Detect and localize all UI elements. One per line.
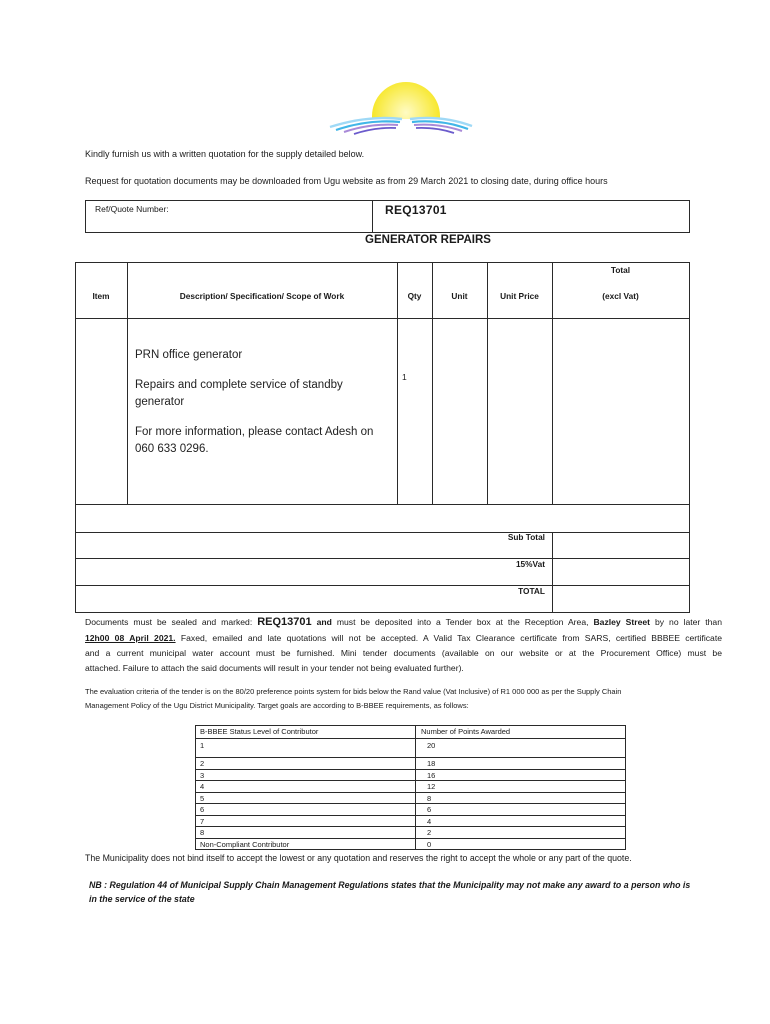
bbbee-points: 12 bbox=[427, 782, 436, 791]
reference-number: REQ13701 bbox=[385, 203, 447, 217]
bbbee-points: 2 bbox=[427, 828, 432, 837]
instructions-text-bold: and bbox=[311, 617, 332, 627]
bbbee-points: 16 bbox=[427, 771, 436, 780]
instructions-street: Bazley Street bbox=[593, 617, 651, 627]
bbbee-points: 6 bbox=[427, 805, 432, 814]
instructions-deadline: 12h00 08 April 2021. bbox=[85, 633, 176, 643]
bbbee-points: 20 bbox=[427, 741, 436, 750]
instructions-line-4: attached. Failure to attach the said documents will result in your tender not being evaluated further). bbox=[85, 663, 464, 673]
bbbee-level: 8 bbox=[200, 828, 205, 837]
header-unit: Unit bbox=[451, 291, 468, 301]
bbbee-row-divider bbox=[195, 838, 626, 839]
instructions-text: Faxed, emailed and late quotations will not be accepted. A Valid Tax Clearance certificate from SARS, certified BBBEE certificate bbox=[175, 633, 722, 643]
bbbee-row-divider bbox=[195, 803, 626, 804]
instructions-line-3: and a current municipal water account must be furnished. Mini tender documents (available on our website or at the Procurement Office) must be bbox=[85, 648, 722, 658]
bbbee-points: 4 bbox=[427, 817, 432, 826]
header-item: Item bbox=[92, 291, 110, 301]
sub-total-label: Sub Total bbox=[507, 532, 545, 542]
reference-label: Ref/Quote Number: bbox=[95, 204, 169, 214]
instructions-text: by no later than bbox=[650, 617, 722, 627]
header-unit-price: Unit Price bbox=[500, 291, 539, 301]
bbbee-row-divider bbox=[195, 769, 626, 770]
description-line: For more information, please contact Adesh on 060 633 0296. bbox=[135, 426, 374, 455]
bbbee-level: 1 bbox=[200, 741, 205, 750]
bbbee-table-outline bbox=[195, 725, 626, 850]
evaluation-line-1: The evaluation criteria of the tender is on the 80/20 preference points system for bids below the Rand value (Vat Inclusive) of R1 000 000 as per the Supply Chain bbox=[85, 687, 622, 696]
bbbee-row-divider bbox=[195, 826, 626, 827]
header-qty: Qty bbox=[407, 291, 422, 301]
item-qty: 1 bbox=[402, 372, 407, 382]
bbbee-level: 2 bbox=[200, 759, 205, 768]
instructions-line-2 bbox=[85, 632, 722, 644]
bbbee-row-divider bbox=[195, 738, 626, 739]
instructions-text: must be deposited into a Tender box at the Reception Area, bbox=[331, 617, 594, 627]
total-label: TOTAL bbox=[518, 586, 545, 596]
document-title: GENERATOR REPAIRS bbox=[365, 234, 491, 246]
bbbee-row-divider bbox=[195, 792, 626, 793]
reference-divider bbox=[372, 200, 373, 233]
description-line: Repairs and complete service of standby generator bbox=[135, 379, 343, 408]
bbbee-level: 4 bbox=[200, 782, 205, 791]
description-line: PRN office generator bbox=[135, 349, 243, 361]
bbbee-row-divider bbox=[195, 815, 626, 816]
bbbee-header-level: B-BBEE Status Level of Contributor bbox=[200, 727, 319, 736]
instructions-text: Documents must be sealed and marked: bbox=[85, 617, 258, 627]
bbbee-row-divider bbox=[195, 780, 626, 781]
bbbee-points: 0 bbox=[427, 840, 432, 849]
vat-label: 15%Vat bbox=[515, 559, 545, 569]
item-description bbox=[135, 347, 385, 471]
bbbee-level: 5 bbox=[200, 794, 205, 803]
instructions-line-1 bbox=[85, 616, 722, 628]
header-total-note: (excl Vat) bbox=[602, 291, 639, 301]
header-description: Description/ Specification/ Scope of Work bbox=[179, 291, 345, 301]
bbbee-level: 7 bbox=[200, 817, 205, 826]
instructions-reference: REQ13701 bbox=[257, 616, 312, 628]
intro-line-1: Kindly furnish us with a written quotation for the supply detailed below. bbox=[85, 149, 365, 159]
regulation-note-line-1: NB : Regulation 44 of Municipal Supply Chain Management Regulations states that the Municipality may not make any award to a person who is bbox=[89, 880, 691, 890]
evaluation-line-2: Management Policy of the Ugu District Municipality. Target goals are according to B-BBEE requirements, as follows: bbox=[85, 701, 469, 710]
bbbee-points: 18 bbox=[427, 759, 436, 768]
row-divider bbox=[75, 504, 690, 505]
bbbee-level: Non-Compliant Contributor bbox=[200, 840, 290, 849]
bbbee-level: 3 bbox=[200, 771, 205, 780]
bbbee-header-points: Number of Points Awarded bbox=[421, 727, 511, 736]
bbbee-column-divider bbox=[415, 725, 416, 850]
row-divider bbox=[75, 558, 690, 559]
logo-arc-right-4 bbox=[416, 128, 454, 133]
regulation-note-line-2: in the service of the state bbox=[89, 894, 195, 904]
bbbee-level: 6 bbox=[200, 805, 205, 814]
disclaimer: The Municipality does not bind itself to accept the lowest or any quotation and reserves the right to accept the whole or any part of the quote. bbox=[85, 853, 632, 863]
intro-line-2: Request for quotation documents may be downloaded from Ugu website as from 29 March 2021 to closing date, during office hours bbox=[85, 176, 608, 186]
header-divider bbox=[75, 318, 690, 319]
bbbee-points: 8 bbox=[427, 794, 432, 803]
ugu-logo bbox=[322, 78, 482, 136]
row-divider bbox=[75, 585, 690, 586]
bbbee-row-divider bbox=[195, 757, 626, 758]
summary-value-divider bbox=[552, 532, 553, 612]
header-total: Total bbox=[610, 265, 631, 275]
logo-arc-left-4 bbox=[354, 128, 396, 134]
